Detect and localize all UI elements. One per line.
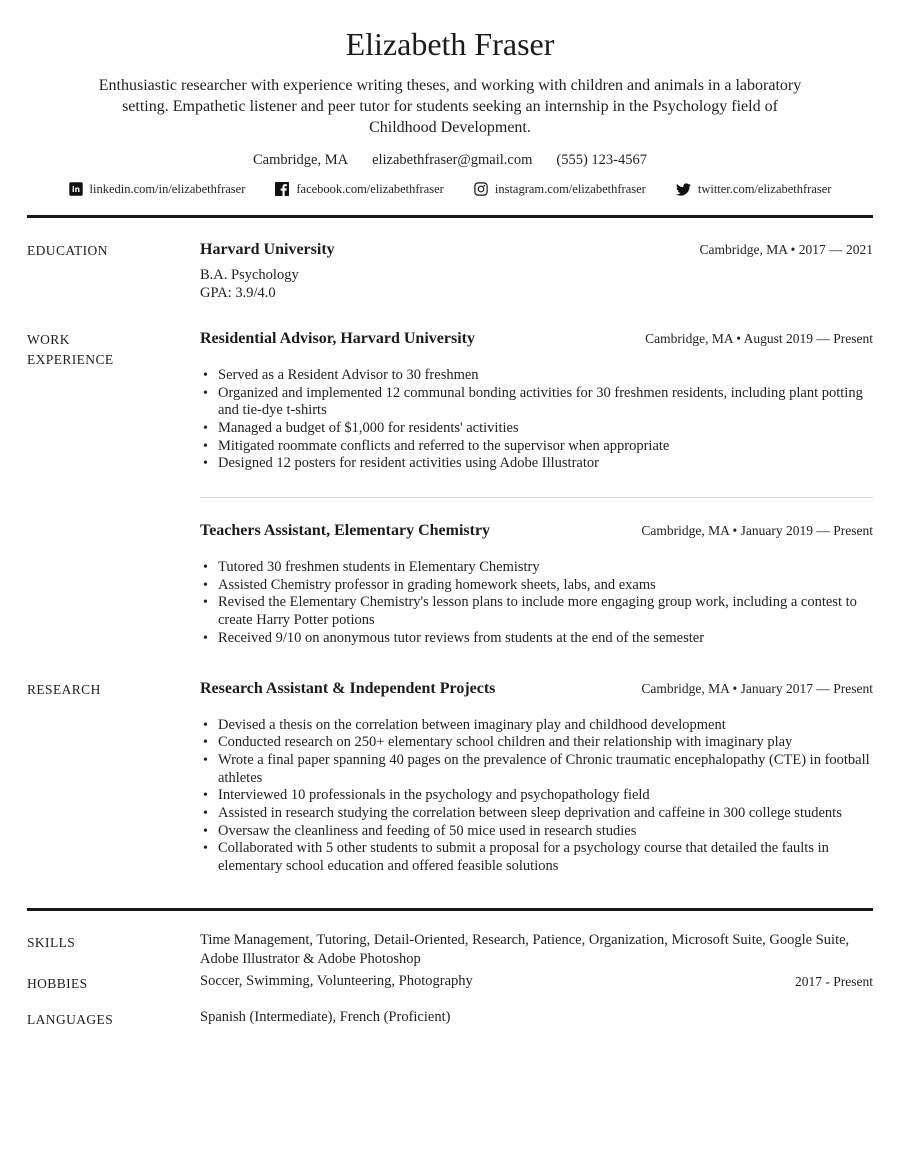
contact-row	[27, 151, 873, 169]
instagram-icon	[474, 182, 488, 196]
bullet-item: • Received 9/10 on anonymous tutor reviews from students at the end of the semester	[200, 630, 873, 648]
twitter-url: twitter.com/elizabethfraser	[697, 181, 832, 196]
research-meta: Cambridge, MA • January 2017 — Present	[641, 680, 873, 696]
section-hobbies	[27, 972, 873, 994]
work-entry-residential-advisor	[200, 328, 873, 473]
facebook-icon	[275, 182, 289, 196]
work-content	[200, 328, 873, 648]
research-entry	[200, 678, 873, 876]
research-content	[200, 678, 873, 876]
education-entry	[200, 239, 873, 302]
hobbies-content	[200, 972, 873, 994]
linkedin-url: linkedin.com/in/elizabethfraser	[89, 181, 246, 196]
twitter-link[interactable]	[676, 181, 832, 198]
education-degree: B.A. Psychology	[200, 266, 299, 283]
education-content	[200, 239, 873, 302]
section-label-hobbies: HOBBIES	[27, 975, 88, 991]
bullet-item: • Devised a thesis on the correlation between imaginary play and childhood development	[200, 717, 873, 735]
entry-head	[200, 239, 873, 261]
work-bullet-list	[200, 367, 873, 473]
section-research	[27, 678, 873, 876]
work-bullet-list	[200, 559, 873, 648]
hobbies-meta: 2017 - Present	[795, 973, 873, 989]
twitter-icon	[676, 182, 691, 197]
section-label-work-experience: WORK EXPERIENCE	[27, 331, 114, 367]
section-skills	[27, 931, 873, 969]
bullet-item: • Served as a Resident Advisor to 30 freshmen	[200, 367, 873, 385]
section-label-skills: SKILLS	[27, 934, 76, 950]
bullet-item: • Tutored 30 freshmen students in Elementary Chemistry	[200, 559, 873, 577]
work-title: Teachers Assistant, Elementary Chemistry	[200, 522, 491, 540]
skills-content	[200, 931, 873, 969]
facebook-url: facebook.com/elizabethfraser	[296, 181, 444, 196]
entry-head	[200, 520, 873, 542]
bullet-item: • Managed a budget of $1,000 for residents' activities	[200, 420, 873, 438]
contact-phone: (555) 123-4567	[556, 151, 647, 168]
instagram-url: instagram.com/elizabethfraser	[494, 181, 646, 196]
section-languages	[27, 1008, 873, 1030]
linkedin-link[interactable]	[69, 181, 246, 198]
svg-text:in: in	[71, 185, 80, 195]
section-label-languages: LANGUAGES	[27, 1011, 114, 1027]
work-title: Residential Advisor, Harvard University	[200, 329, 475, 347]
footer-divider	[27, 908, 873, 911]
entry-head	[200, 328, 873, 350]
instagram-link[interactable]	[474, 181, 646, 198]
resume-header	[27, 26, 873, 198]
entry-head	[200, 678, 873, 700]
languages-text: Spanish (Intermediate), French (Proficient)	[200, 1008, 451, 1025]
person-name: Elizabeth Fraser	[345, 26, 555, 62]
bullet-item: • Assisted in research studying the correlation between sleep deprivation and caffeine in 300 college students	[200, 805, 873, 823]
research-bullet-list	[200, 717, 873, 876]
work-meta: Cambridge, MA • August 2019 — Present	[645, 330, 873, 346]
languages-content	[200, 1008, 873, 1030]
section-education	[27, 239, 873, 302]
header-divider	[27, 215, 873, 218]
bullet-item: • Oversaw the cleanliness and feeding of 50 mice used in research studies	[200, 823, 873, 841]
bullet-item: • Collaborated with 5 other students to submit a proposal for a psychology course that detailed the faults in elementary school education and offered feasible solutions	[200, 840, 873, 875]
contact-location: Cambridge, MA	[253, 151, 349, 168]
facebook-link[interactable]	[275, 181, 444, 198]
work-meta: Cambridge, MA • January 2019 — Present	[641, 523, 873, 539]
research-title: Research Assistant & Independent Projects	[200, 679, 496, 697]
bullet-item: • Interviewed 10 professionals in the psychology and psychopathology field	[200, 787, 873, 805]
education-meta: Cambridge, MA • 2017 — 2021	[699, 241, 873, 257]
section-label-education: EDUCATION	[27, 242, 108, 258]
bullet-item: • Organized and implemented 12 communal bonding activities for 30 freshmen residents, including plant potting and tie-dye t-shirts	[200, 385, 873, 420]
summary-text: Enthusiastic researcher with experience writing theses, and working with children and animals in a laboratory setting. Empathetic listener and peer tutor for students seeking an internship in the Psychology field of Childhood Development.	[98, 76, 802, 136]
social-row	[27, 181, 873, 198]
bullet-item: • Wrote a final paper spanning 40 pages on the prevalence of Chronic traumatic encephalopathy (CTE) in football athletes	[200, 752, 873, 787]
section-work-experience	[27, 328, 873, 648]
bullet-item: • Revised the Elementary Chemistry's lesson plans to include more engaging group work, including a contest to create Harry Potter potions	[200, 594, 873, 629]
section-label-research: RESEARCH	[27, 681, 101, 697]
hobbies-text: Soccer, Swimming, Volunteering, Photography	[200, 972, 473, 989]
contact-email[interactable]: elizabethfraser@gmail.com	[372, 151, 533, 168]
bullet-item: • Assisted Chemistry professor in grading homework sheets, labs, and exams	[200, 577, 873, 595]
bullet-item: • Conducted research on 250+ elementary school children and their relationship with imaginary play	[200, 734, 873, 752]
entry-divider	[200, 497, 873, 498]
skills-text: Time Management, Tutoring, Detail-Oriented, Research, Patience, Organization, Microsoft Suite, Google Suite, Adobe Illustrator & Adobe Photoshop	[200, 931, 850, 967]
linkedin-icon	[69, 182, 83, 196]
education-school: Harvard University	[200, 240, 335, 258]
education-gpa: GPA: 3.9/4.0	[200, 284, 276, 301]
work-entry-teachers-assistant	[200, 520, 873, 648]
bullet-item: • Mitigated roommate conflicts and referred to the supervisor when appropriate	[200, 438, 873, 456]
bullet-item: • Designed 12 posters for resident activities using Adobe Illustrator	[200, 455, 873, 473]
education-details	[200, 266, 873, 302]
